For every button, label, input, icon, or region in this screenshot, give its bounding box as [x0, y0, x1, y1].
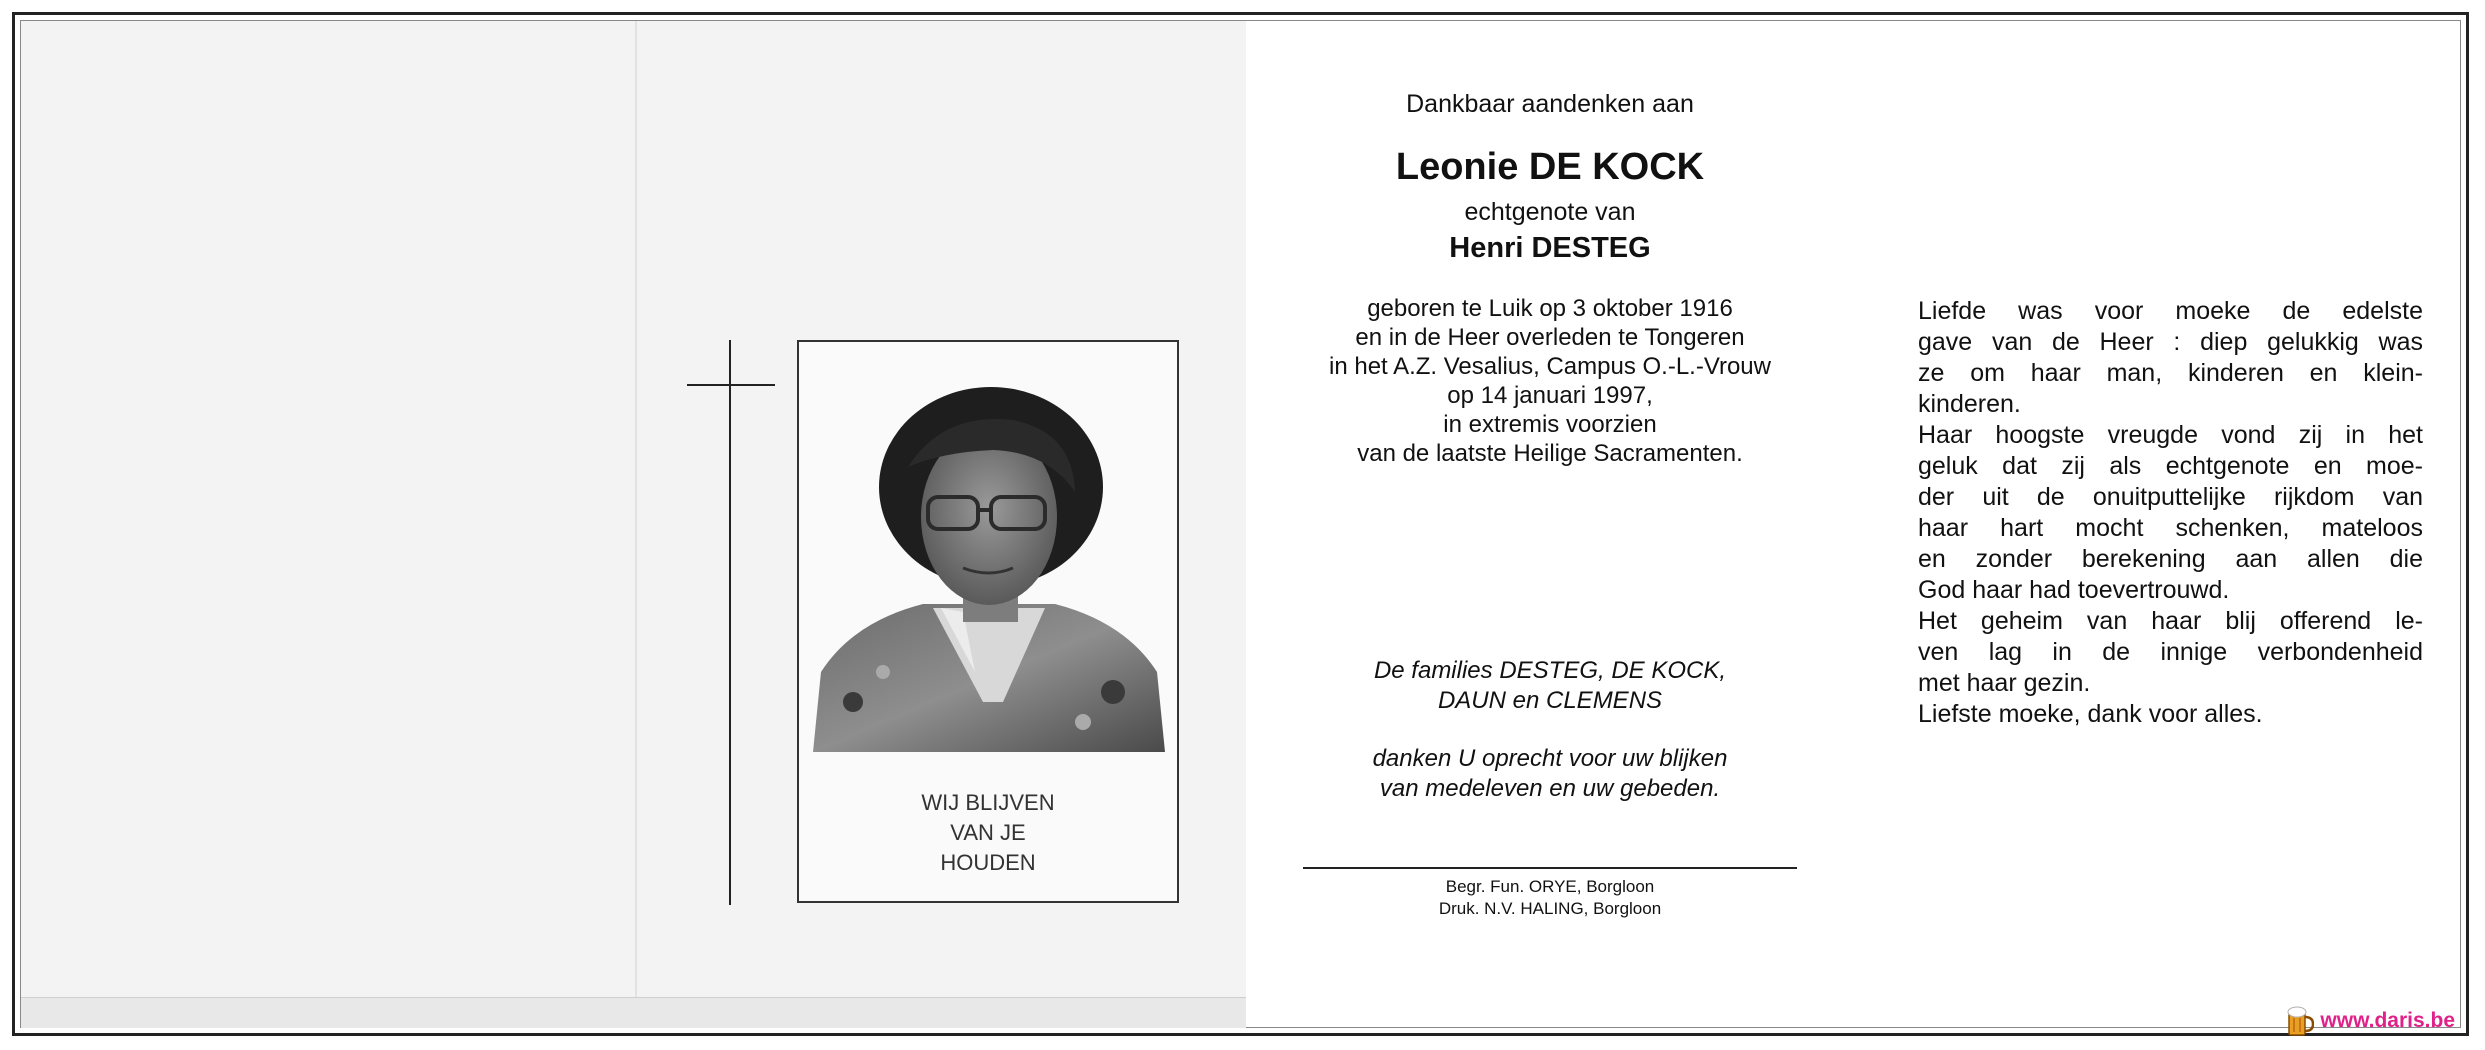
poem-line: ze om haar man, kinderen en klein- — [1918, 359, 2423, 387]
divider-line — [1303, 867, 1797, 869]
families-block — [1300, 656, 1800, 716]
cross-vertical-bar — [729, 340, 731, 905]
cross-horizontal-bar — [687, 384, 775, 386]
spouse-intro: echtgenote van — [1464, 198, 1636, 226]
poem-line: Haar hoogste vreugde vond zij in het — [1918, 421, 2423, 449]
watermark-text: www.daris.be — [2320, 1009, 2455, 1032]
bottom-strip — [21, 997, 1246, 1028]
thanks-line: danken U oprecht voor uw blijken — [1372, 745, 1728, 772]
poem-line: ven lag in de innige verbondenheid — [1918, 638, 2423, 666]
poem-line: met haar gezin. — [1918, 669, 2091, 697]
card-motto-line: WIJ BLIJVEN — [921, 790, 1055, 815]
poem-line: God haar had toevertrouwd. — [1918, 576, 2230, 604]
credit-line: Begr. Fun. ORYE, Borgloon — [1445, 877, 1655, 896]
poem-line: Liefste moeke, dank voor alles. — [1918, 700, 2263, 728]
spouse-name: Henri DESTEG — [1449, 232, 1651, 264]
card-motto-line: HOUDEN — [940, 850, 1036, 875]
printer-credits — [1300, 876, 1800, 920]
poem-line: der uit de onuitputtelijke rijkdom van — [1918, 483, 2423, 511]
deceased-name: Leonie DE KOCK — [1395, 146, 1705, 188]
photo-card — [797, 340, 1179, 903]
poem-line: kinderen. — [1918, 390, 2021, 418]
poem-line: en zonder berekening aan allen die — [1918, 545, 2423, 573]
poem-text — [1918, 296, 2423, 730]
intro-line: Dankbaar aandenken aan — [1406, 90, 1694, 118]
beer-mug-icon — [2286, 1005, 2314, 1037]
poem-line: Liefde was voor moeke de edelste — [1918, 297, 2423, 325]
poem-line: geluk dat zij als echtgenote en moe- — [1918, 452, 2423, 480]
families-line: De families DESTEG, DE KOCK, — [1373, 657, 1727, 684]
portrait-photo — [813, 372, 1165, 752]
watermark — [2286, 1004, 2455, 1038]
bio-line: op 14 januari 1997, — [1447, 382, 1653, 409]
thanks-block — [1300, 744, 1800, 804]
bio-line: in het A.Z. Vesalius, Campus O.-L.-Vrouw — [1329, 353, 1771, 380]
biography — [1300, 294, 1800, 468]
poem-line: gave van de Heer : diep gelukkig was — [1918, 328, 2423, 356]
card-motto-line: VAN JE — [950, 820, 1026, 845]
poem-line: haar hart mocht schenken, mateloos — [1918, 514, 2423, 542]
families-line: DAUN en CLEMENS — [1437, 687, 1663, 714]
bio-line: van de laatste Heilige Sacramenten. — [1357, 440, 1743, 467]
bio-line: in extremis voorzien — [1443, 411, 1657, 438]
fold-line — [635, 21, 637, 1027]
credit-line: Druk. N.V. HALING, Borgloon — [1438, 899, 1662, 918]
thanks-line: van medeleven en uw gebeden. — [1379, 775, 1721, 802]
poem-line: Het geheim van haar blij offerend le- — [1918, 607, 2423, 635]
bio-line: en in de Heer overleden te Tongeren — [1355, 324, 1745, 351]
bio-line: geboren te Luik op 3 oktober 1916 — [1367, 295, 1733, 322]
card-motto — [799, 788, 1177, 878]
